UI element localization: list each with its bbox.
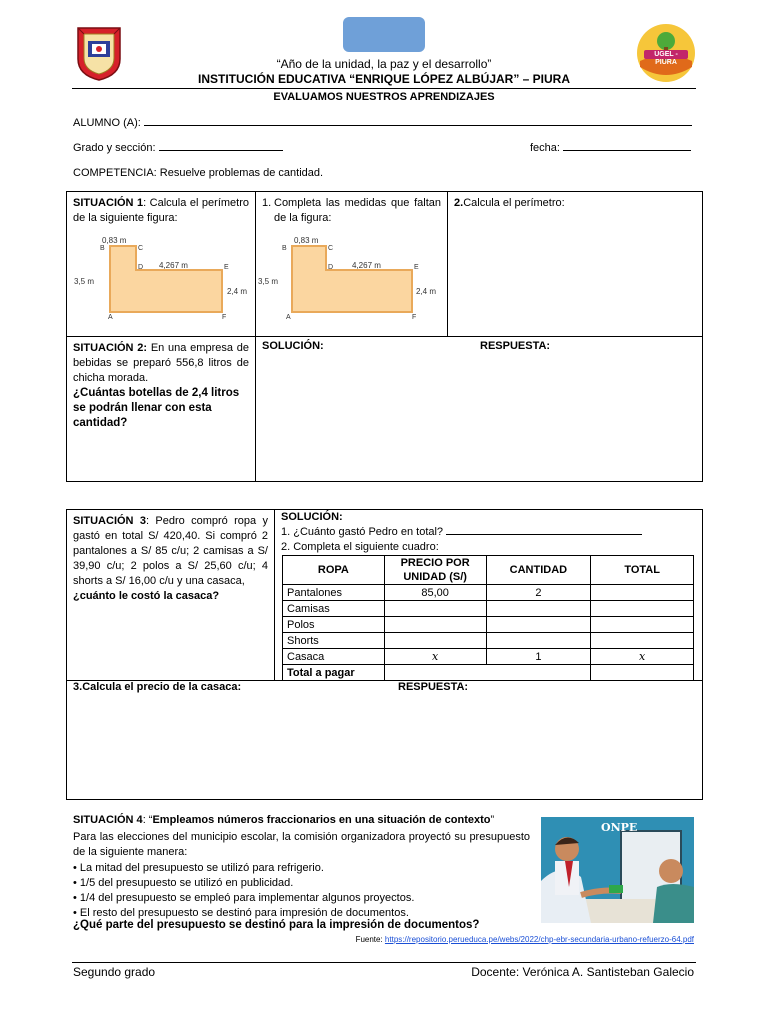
fig1-mid-label: 4,267 m [159,261,188,270]
situacion-2-text: En una empresa de bebidas se preparó 556,8 litros de chicha morada. [73,342,249,384]
situacion-1-text: : Calcula el perímetro de la siguiente figura: [73,197,249,224]
motto: “Año de la unidad, la paz y el desarrollo” [276,57,492,71]
list-item: • 1/4 del presupuesto se empleó para implementar algunos proyectos. [73,892,415,904]
table-cell: Polos [283,617,385,633]
fig2-top-label: 0,83 m [294,236,319,245]
situacion-2-question: ¿Cuántas botellas de 2,4 litros se podrán llenar con esta cantidad? [73,387,240,429]
situacion-3-statement [67,510,274,608]
situacion-2-title: SITUACIÓN 2: [73,342,148,354]
table-cell[interactable] [384,601,486,617]
table-cell[interactable] [591,617,694,633]
table-cell: x [591,649,694,665]
fig1-point-e: E [224,264,229,271]
fig2-point-d: D [328,264,334,271]
fig2-point-b: B [282,245,287,252]
table-cell[interactable]: 85,00 [384,585,486,601]
s3-question-1 [281,526,642,538]
fig1-right-label: 2,4 m [227,287,248,296]
figure-2 [256,232,446,320]
s3-question-3-text: Calcula el precio de la casaca: [82,681,242,693]
table-cell: Camisas [283,601,385,617]
table-row [283,633,694,649]
footer-rule [72,962,696,963]
table-header-precio: PRECIO POR UNIDAD (S/) [384,556,486,585]
fig2-right-label: 2,4 m [416,287,437,296]
table-cell[interactable] [486,601,591,617]
vline-3 [274,509,275,680]
onpe-illustration [541,817,694,923]
table-cell[interactable] [591,601,694,617]
institution-title: INSTITUCIÓN EDUCATIVA “ENRIQUE LÓPEZ ALBÚJAR” – PIURA [197,72,571,86]
situacion-1-title: SITUACIÓN 1 [73,197,144,209]
situacion-4-question: ¿Qué parte del presupuesto se destinó para la impresión de documentos? [73,919,480,931]
table-cell: 1 [486,649,591,665]
situacion-1-statement [67,192,255,230]
student-name-label: ALUMNO (A): [73,117,144,129]
grade-blank[interactable] [159,150,283,151]
table-header-total: TOTAL [591,556,694,585]
s3-question-3 [73,681,241,693]
figure-2-shape [292,246,412,312]
school-crest-logo [74,25,124,81]
table-cell[interactable] [591,633,694,649]
figure-1 [72,232,254,320]
fig2-mid-label: 4,267 m [352,261,381,270]
fig2-point-c: C [328,245,334,252]
list-item: • 1/5 del presupuesto se utilizó en publicidad. [73,877,294,889]
situacion-4-label: SITUACIÓN 4 [73,814,143,826]
fig1-point-c: C [138,245,144,252]
table-row [283,585,694,601]
table-cell[interactable] [591,585,694,601]
table-total-row [283,665,694,681]
s3-question-2: 2. Completa el siguiente cuadro: [281,541,439,553]
source-line [356,935,694,944]
footer-grade: Segundo grado [73,965,156,979]
fig1-point-b: B [100,245,105,252]
s2-solucion-label: SOLUCIÓN: [262,340,324,352]
fig1-point-a: A [108,314,113,320]
table-cell[interactable] [384,633,486,649]
fig2-point-a: A [286,314,291,320]
table-cell: x [384,649,486,665]
s1-item2-num: 2. [454,197,464,209]
table-cell[interactable] [384,617,486,633]
situacion-3-question: ¿cuánto le costó la casaca? [73,590,220,602]
table-cell[interactable] [486,633,591,649]
onpe-label: ONPE [601,821,638,834]
fig1-point-f: F [222,314,227,320]
s3-question-1-text: 1. ¿Cuánto gastó Pedro en total? [281,526,447,538]
s3-total-blank[interactable] [446,534,642,535]
situacion-4-title [73,814,494,826]
table-cell[interactable]: 2 [486,585,591,601]
s1-item1 [256,192,447,230]
table-cell [384,665,486,681]
grade-field [73,142,283,154]
table-row [283,601,694,617]
ugel-piura-logo [636,23,696,83]
situacion-4-intro: Para las elecciones del municipio escolar, la comisión organizadora proyectó su presupuesto de la siguiente manera: [73,831,530,858]
situacion-3-text: : Pedro compró ropa y gastó en total S/ 420,40. Si compró 2 pantalones a S/ 85 c/u; 2 camisas a S/ 39,90 c/u; 2 polos a S/ 25,60 c/u; 4 shorts a S/ 16,00 c/u y una casaca, [73,515,268,587]
figure-1-shape [110,246,222,312]
list-item: • La mitad del presupuesto se utilizó para refrigerio. [73,862,324,874]
situacion-4-close-quote: ” [490,814,495,826]
student-name-field [73,117,697,129]
date-label: fecha: [530,142,564,154]
s1-item2 [448,192,702,215]
table-cell: Pantalones [283,585,385,601]
table-cell: Casaca [283,649,385,665]
table-header-row [283,556,694,585]
table-cell[interactable] [486,617,591,633]
table-row [283,649,694,665]
ugel-logo-text: UGEL - PIURA [654,51,678,66]
fig1-left-label: 3,5 m [74,277,95,286]
source-label: Fuente: [355,935,385,944]
fig2-point-e: E [414,264,419,271]
table-cell [486,665,591,681]
clothes-table [282,555,694,681]
header-rule [72,88,696,89]
situacion-3-title: SITUACIÓN 3 [73,515,146,527]
table-cell: Shorts [283,633,385,649]
s1-item2-text: Calcula el perímetro: [463,197,565,209]
source-link[interactable]: https://repositorio.perueduca.pe/webs/2022/chp-ebr-secundaria-urbano-refuerzo-64.pdf [384,935,694,944]
table-header-cantidad: CANTIDAD [486,556,591,585]
s3-solucion-label: SOLUCIÓN: [281,511,343,523]
situacion-4-heading: Empleamos números fraccionarios en una situación de contexto [152,814,491,826]
date-blank[interactable] [563,150,691,151]
s1-item1-num: 1. [262,197,272,209]
s2-respuesta-label: RESPUESTA: [480,340,551,352]
fig2-point-f: F [412,314,417,320]
student-name-blank[interactable] [144,125,692,126]
fig2-left-label: 3,5 m [258,277,279,286]
table-total-value[interactable] [591,665,694,681]
fig1-top-label: 0,83 m [102,236,127,245]
date-field [530,142,691,154]
page-subtitle: EVALUAMOS NUESTROS APRENDIZAJES [273,91,495,103]
table-row [283,617,694,633]
table-header-ropa: ROPA [283,556,385,585]
grade-label: Grado y sección: [73,142,159,154]
fig1-point-d: D [138,264,144,271]
blue-rectangle [343,17,425,52]
table-total-label: Total a pagar [283,665,385,681]
situacion-4-open-quote: : “ [142,814,153,826]
s3-question-3-num: 3. [73,681,83,693]
footer-teacher: Docente: Verónica A. Santisteban Galecio [471,965,694,979]
s1-item1-text: Completa las medidas que faltan de la figura: [274,197,441,224]
competencia: COMPETENCIA: Resuelve problemas de cantidad. [73,167,324,179]
s3-respuesta-label: RESPUESTA: [398,681,469,693]
list-item: • El resto del presupuesto se destinó para impresión de documentos. [73,907,409,919]
situacion-4-bullets [73,861,533,921]
situacion-2-statement [67,337,255,435]
